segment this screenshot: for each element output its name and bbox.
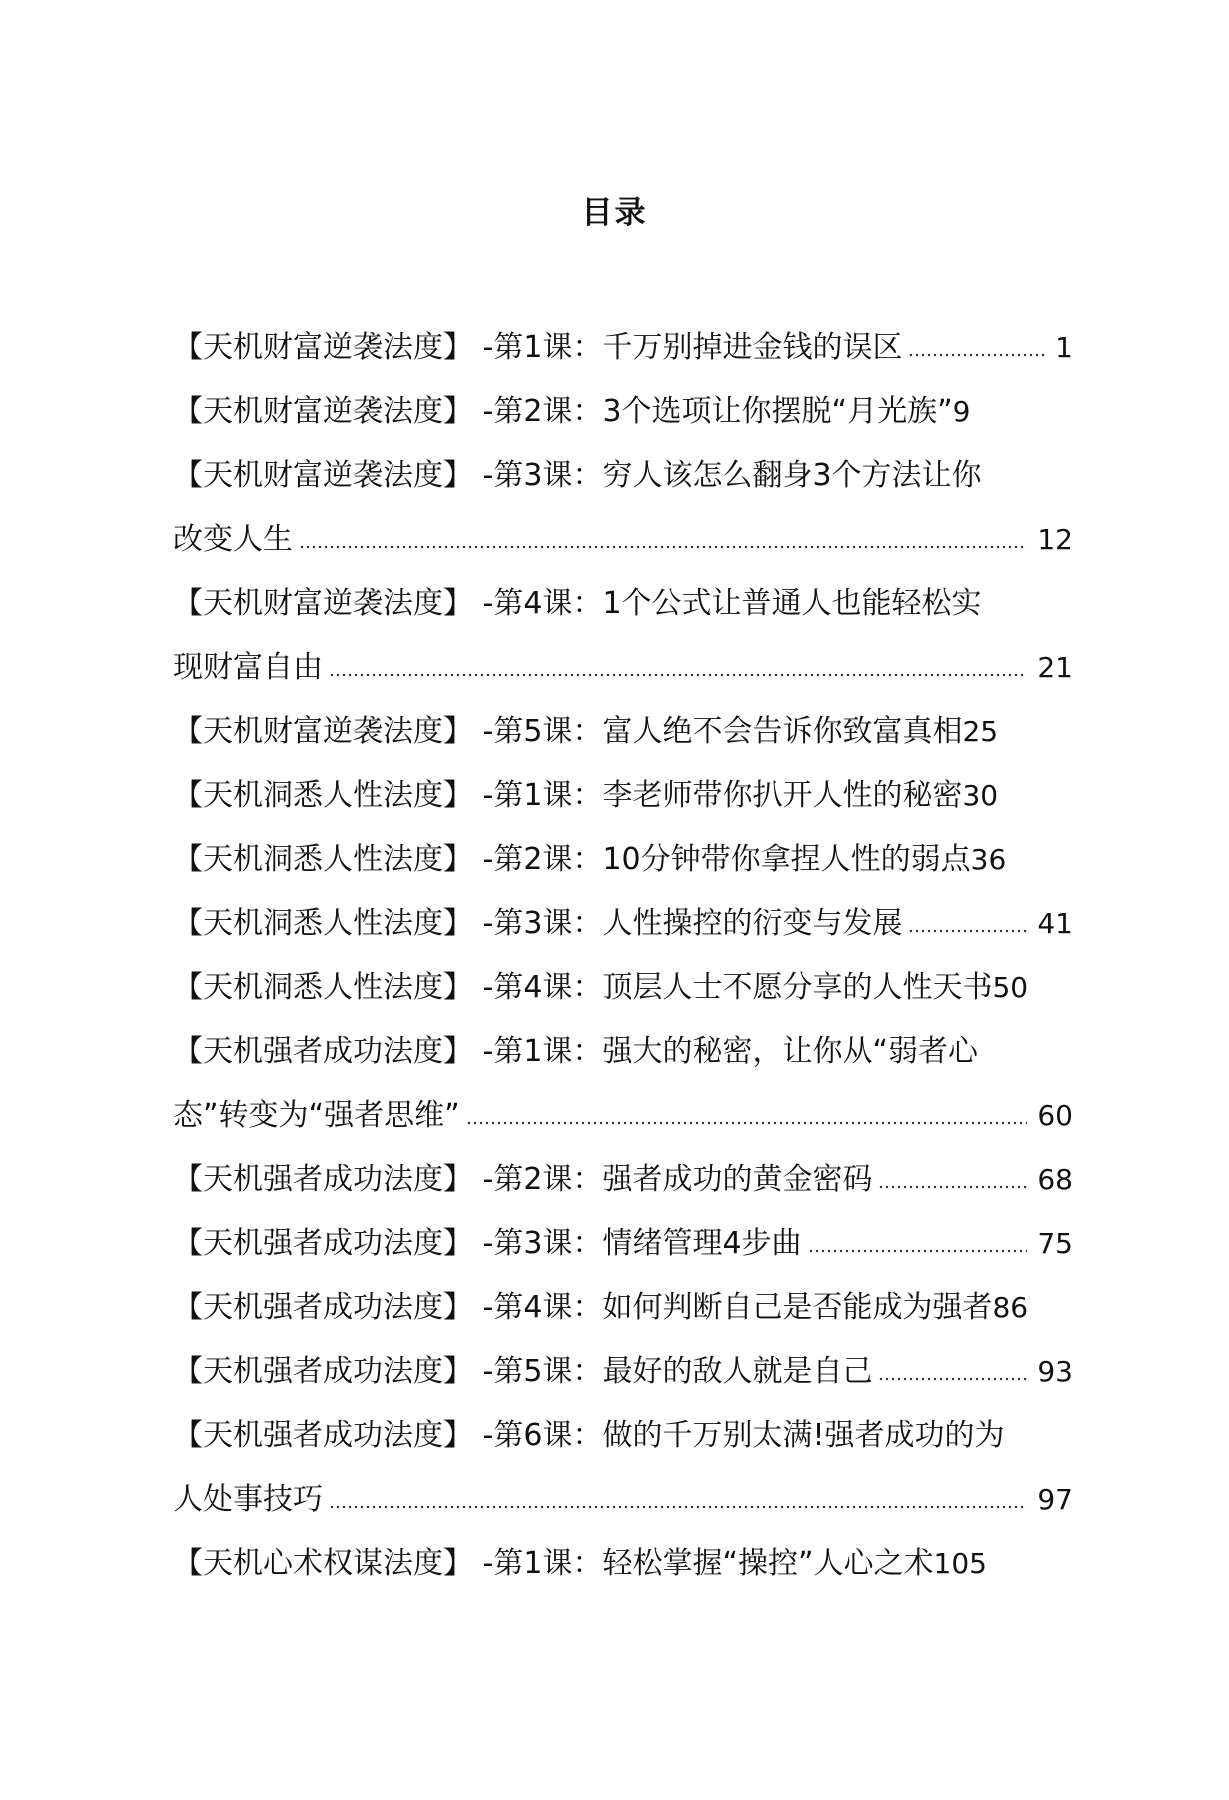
toc-entry-line: [173, 1212, 1073, 1276]
toc-entry-line: [173, 1404, 1073, 1468]
toc-entry-text: 【天机洞悉人性法度】 -第3课：人性操控的衍变与发展: [173, 906, 903, 941]
toc-entry-text: 【天机强者成功法度】 -第6课：做的千万别太满!强者成功的为: [173, 1418, 1005, 1453]
toc-entry-text: 【天机强者成功法度】 -第1课：强大的秘密，让你从“弱者心: [173, 1034, 978, 1069]
toc-page-number: 68: [1037, 1163, 1073, 1196]
toc-entry-text: 【天机财富逆袭法度】 -第1课：千万别掉进金钱的误区: [173, 330, 903, 365]
toc-entry-text: 【天机强者成功法度】 -第3课：情绪管理4步曲: [173, 1226, 802, 1261]
dot-leader: [299, 545, 1027, 549]
dot-leader: [878, 1185, 1027, 1189]
toc-entry-text: 【天机洞悉人性法度】 -第1课：李老师带你扒开人性的秘密: [173, 778, 963, 813]
toc-page-number: 21: [1037, 651, 1073, 684]
toc-page-number: 97: [1037, 1483, 1073, 1516]
toc-entry-line: [173, 1276, 1073, 1340]
toc-page-number: 12: [1037, 523, 1073, 556]
toc-entry-text: 【天机财富逆袭法度】 -第2课：3个选项让你摆脱“月光族”: [173, 394, 953, 429]
toc-page-number: 50: [992, 971, 1029, 1004]
toc-entry-line: [173, 1532, 1073, 1596]
toc-entry-line: [173, 1020, 1073, 1084]
toc-entry-text: 【天机财富逆袭法度】 -第5课：富人绝不会告诉你致富真相: [173, 714, 963, 749]
toc-entry-line: [173, 764, 1073, 828]
toc-page-number: 36: [970, 843, 1007, 876]
toc-entry-line: [173, 1340, 1073, 1404]
toc-page-number: 93: [1037, 1355, 1073, 1388]
toc-entry-text: 【天机强者成功法度】 -第2课：强者成功的黄金密码: [173, 1162, 873, 1197]
dot-leader: [466, 1121, 1028, 1125]
toc-page-number: 1: [1055, 331, 1073, 364]
toc-entry-text: 【天机心术权谋法度】 -第1课：轻松掌握“操控”人心之术: [173, 1546, 934, 1581]
toc-entry-text: 【天机洞悉人性法度】 -第4课：顶层人士不愿分享的人性天书: [173, 970, 993, 1005]
toc-entry-line: [173, 828, 1073, 892]
toc-entry-line: [173, 508, 1073, 572]
toc-entry-line: [173, 1148, 1073, 1212]
toc-entry-text: 现财富自由: [173, 650, 323, 685]
toc-entry-text: 【天机强者成功法度】 -第4课：如何判断自己是否能成为强者: [173, 1290, 993, 1325]
toc-entry-line: [173, 1084, 1073, 1148]
toc-page-number: 75: [1037, 1227, 1073, 1260]
toc-page-number: 30: [962, 779, 999, 812]
toc-entry-text: 【天机洞悉人性法度】 -第2课：10分钟带你拿捏人性的弱点: [173, 842, 971, 877]
dot-leader: [329, 673, 1027, 677]
toc-entry-line: [173, 572, 1073, 636]
toc-page-number: 9: [952, 395, 971, 428]
toc-page-number: 41: [1037, 907, 1073, 940]
toc-entry-line: [173, 444, 1073, 508]
toc-entry-text: 改变人生: [173, 522, 293, 557]
dot-leader: [329, 1505, 1027, 1509]
toc-list: [173, 316, 1073, 1596]
toc-entry-line: [173, 380, 1073, 444]
toc-entry-line: [173, 892, 1073, 956]
toc-page-number: 25: [962, 715, 999, 748]
toc-entry-text: 人处事技巧: [173, 1482, 323, 1517]
page-title: 目录: [581, 195, 648, 231]
dot-leader: [908, 929, 1027, 933]
toc-entry-line: [173, 636, 1073, 700]
toc-page-number: 60: [1037, 1099, 1073, 1132]
toc-entry-line: [173, 316, 1073, 380]
toc-entry-line: [173, 956, 1073, 1020]
dot-leader: [808, 1249, 1028, 1253]
toc-entry-line: [173, 700, 1073, 764]
toc-page-number: 105: [933, 1547, 987, 1580]
dot-leader: [878, 1377, 1027, 1381]
toc-page-number: 86: [992, 1291, 1029, 1324]
toc-entry-text: 【天机强者成功法度】 -第5课：最好的敌人就是自己: [173, 1354, 873, 1389]
toc-entry-text: 态”转变为“强者思维”: [173, 1098, 460, 1133]
toc-entry-text: 【天机财富逆袭法度】 -第3课：穷人该怎么翻身3个方法让你: [173, 458, 982, 493]
dot-leader: [908, 353, 1045, 357]
toc-entry-line: [173, 1468, 1073, 1532]
toc-entry-text: 【天机财富逆袭法度】 -第4课：1个公式让普通人也能轻松实: [173, 586, 982, 621]
